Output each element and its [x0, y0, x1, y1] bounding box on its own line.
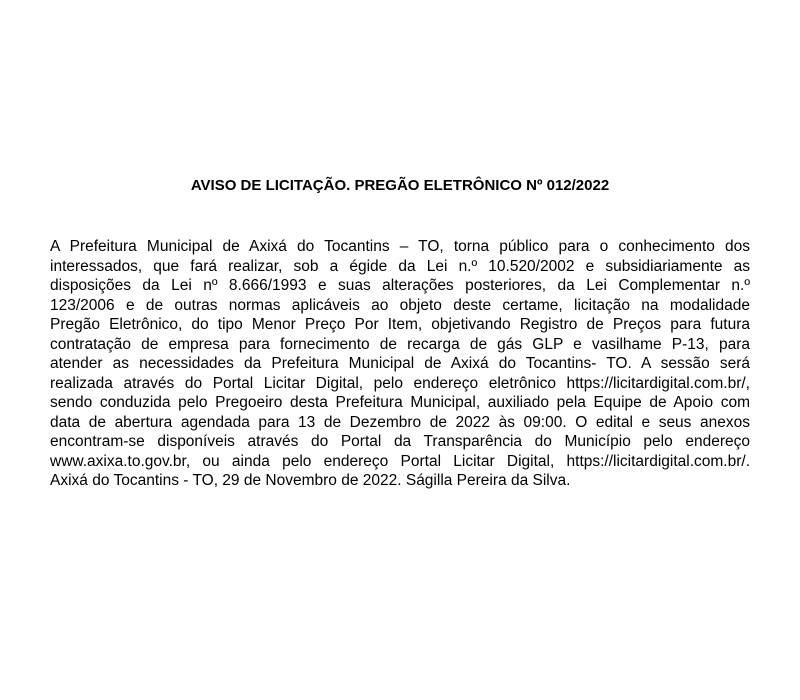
body-line-6: contratação de empresa para fornecimento de recarga de gás GLP e vasilhame P-13, para [50, 335, 750, 353]
body-line-10: data de abertura agendada para 13 de Dezembro de 2022 às 09:00. O edital e seus anexos [50, 413, 750, 431]
body-line-2: interessados, que fará realizar, sob a égide da Lei n.º 10.520/2002 e subsidiariamente as [50, 257, 750, 275]
body-line-5: Pregão Eletrônico, do tipo Menor Preço Por Item, objetivando Registro de Preços para futura [50, 316, 750, 333]
body-line-7: atender as necessidades da Prefeitura Municipal de Axixá do Tocantins- TO. A sessão será [50, 355, 750, 372]
notice-body [50, 237, 750, 491]
body-line-13: Axixá do Tocantins - TO, 29 de Novembro de 2022. Ságilla Pereira da Silva. [50, 472, 571, 489]
body-line-9: sendo conduzida pelo Pregoeiro desta Prefeitura Municipal, auxiliado pela Equipe de Apoio com [50, 394, 750, 411]
body-line-3: disposições da Lei nº 8.666/1993 e suas alterações posteriores, da Lei Complementar n.º [50, 277, 750, 294]
body-line-12: www.axixa.to.gov.br, ou ainda pelo endereço Portal Licitar Digital, https://licitardigital.com.br/. [50, 452, 750, 470]
body-line-8: realizada através do Portal Licitar Digital, pelo endereço eletrônico https://licitardigital.com.br/, [50, 374, 750, 392]
document-title: AVISO DE LICITAÇÃO. PREGÃO ELETRÔNICO Nº 012/2022 [190, 177, 610, 194]
body-line-11: encontram-se disponíveis através do Portal da Transparência do Município pelo endereço [50, 433, 750, 450]
body-line-1: A Prefeitura Municipal de Axixá do Tocantins – TO, torna público para o conhecimento dos [50, 238, 750, 255]
body-line-4: 123/2006 e de outras normas aplicáveis ao objeto deste certame, licitação na modalidade [50, 296, 750, 314]
